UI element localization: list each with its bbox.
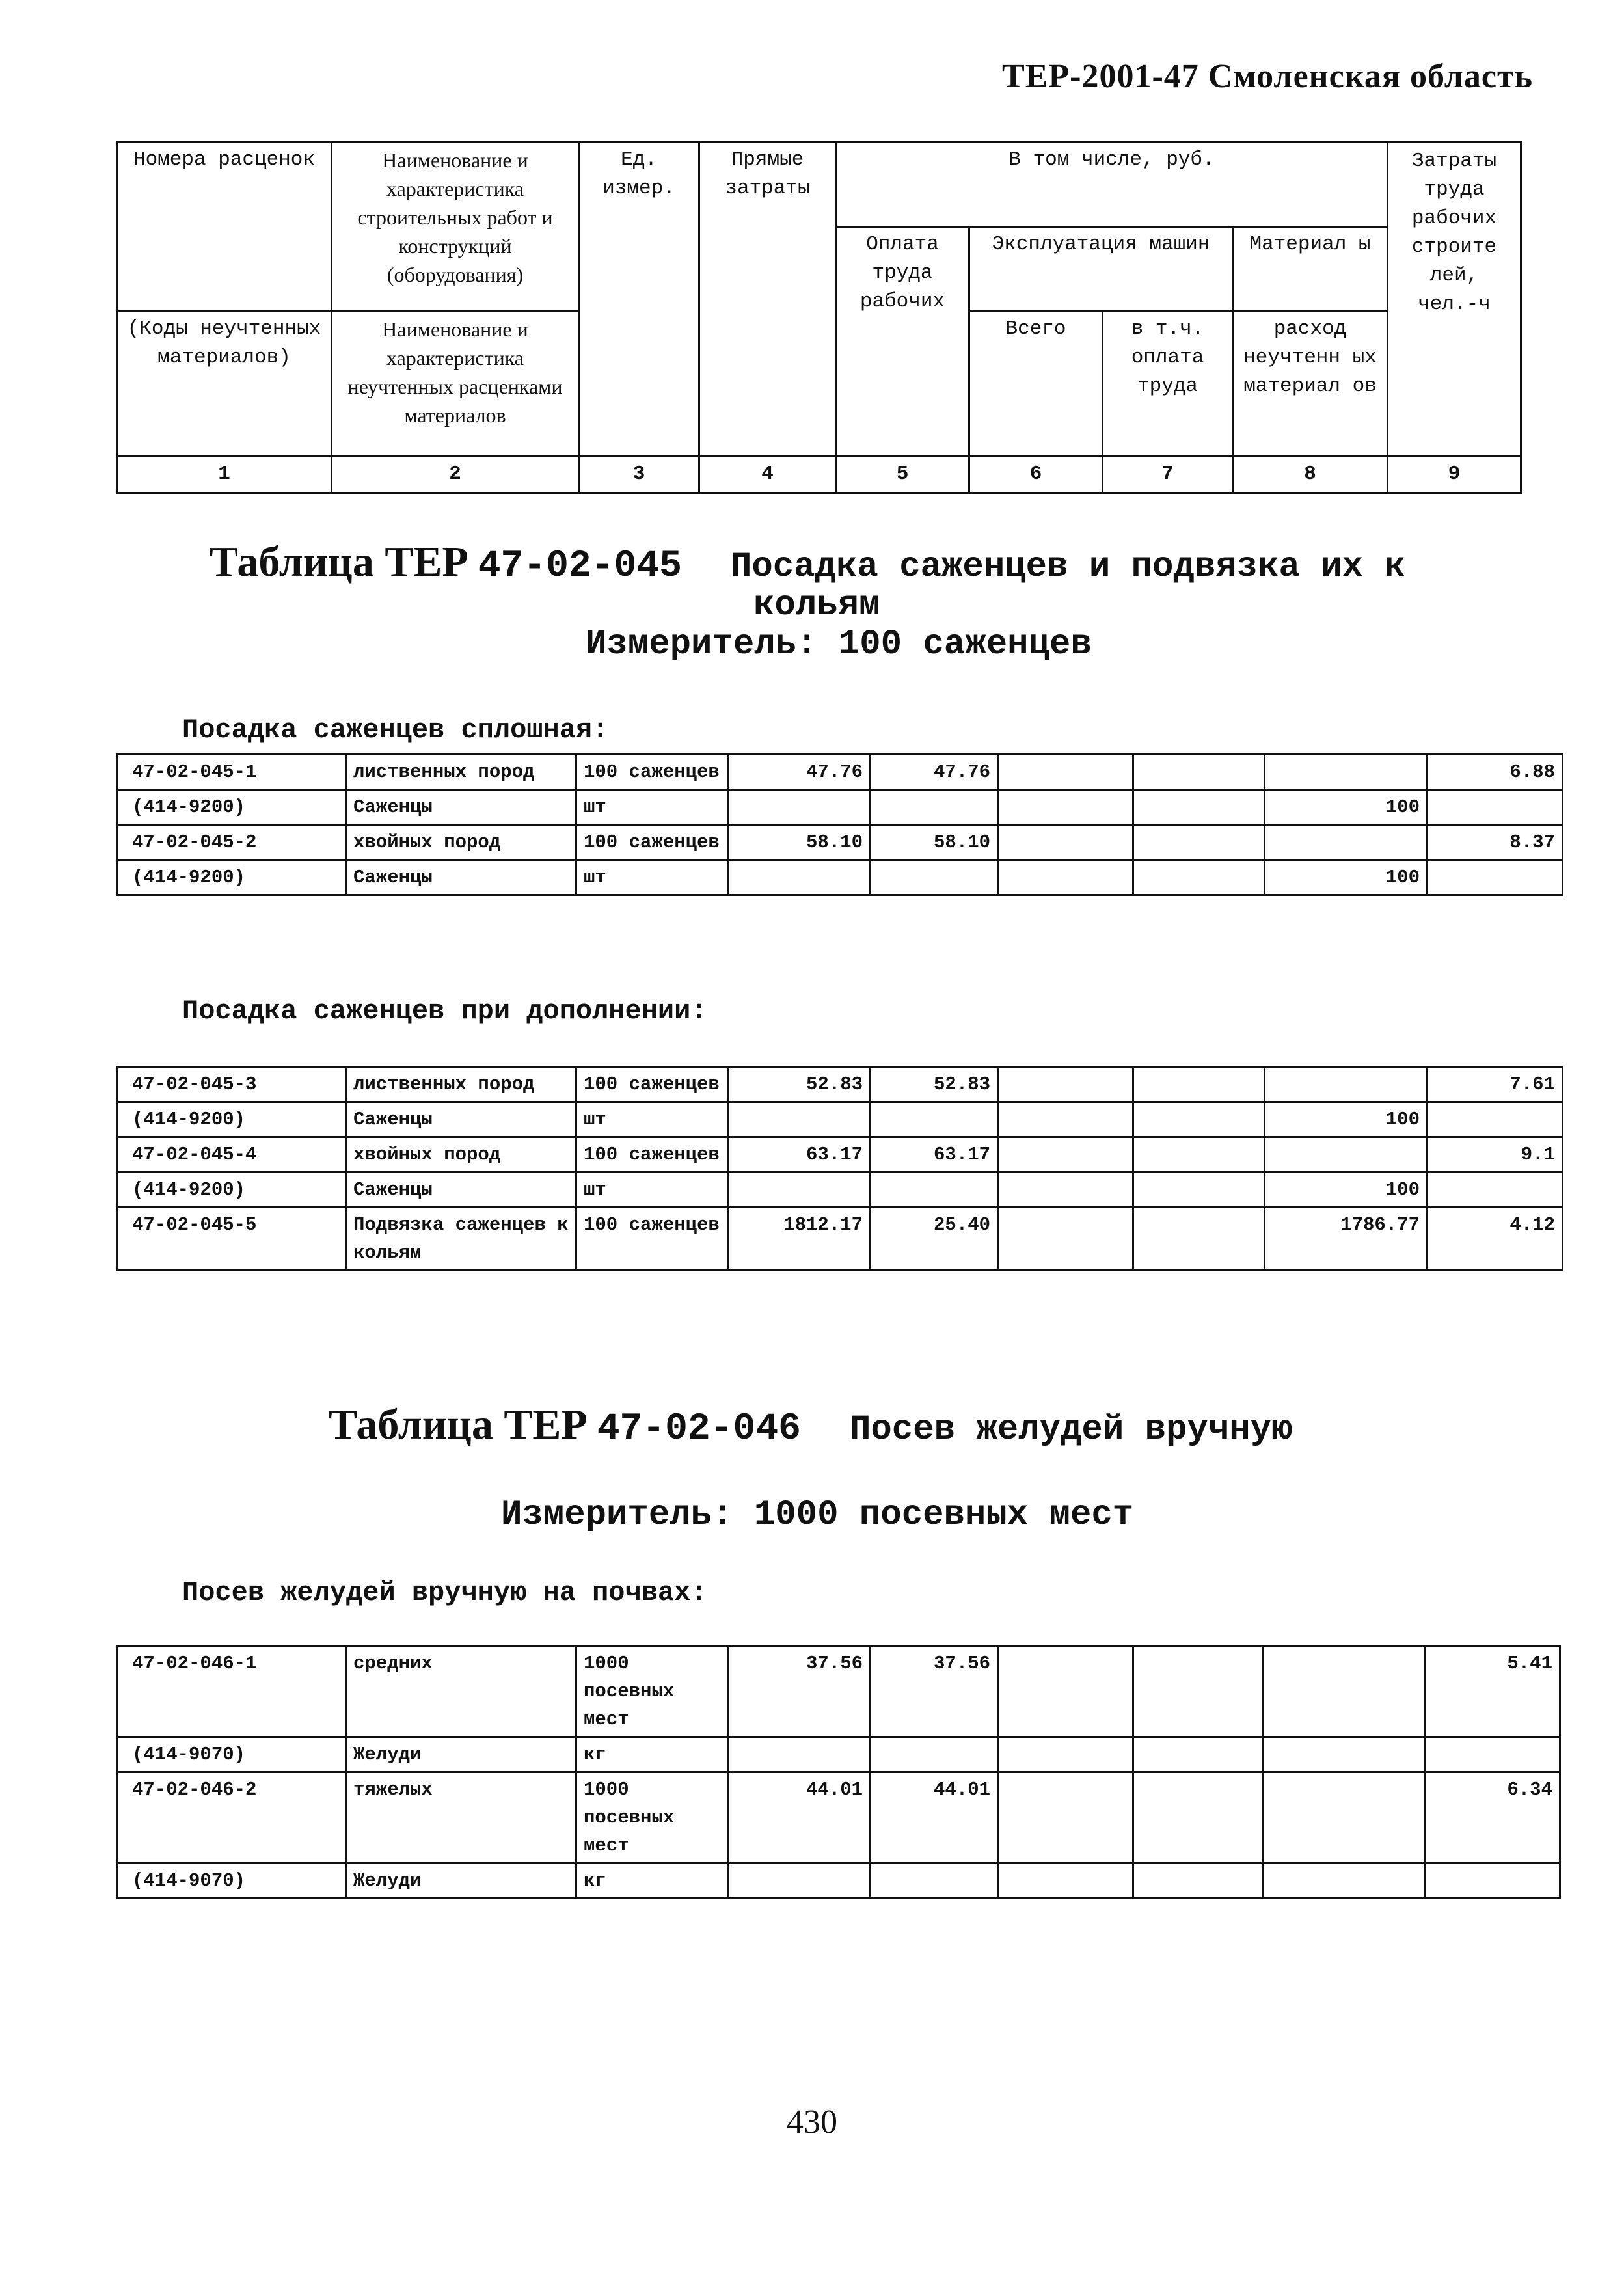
cell-wages: 37.56 — [871, 1646, 998, 1737]
table-046-block-1 — [116, 1645, 1561, 1899]
cell-machines-wages — [1133, 825, 1265, 860]
cell-materials: 100 — [1265, 860, 1428, 895]
cell-unit: 100 саженцев — [576, 1208, 729, 1271]
table-row — [117, 1208, 1563, 1271]
cell-machines-total — [998, 1102, 1133, 1137]
cell-direct-costs: 63.17 — [729, 1137, 871, 1172]
header-materials: Материал ы — [1233, 227, 1388, 312]
cell-work-name: лиственных пород — [346, 755, 576, 790]
col-number: 3 — [579, 456, 699, 493]
cell-unit: шт — [576, 1102, 729, 1137]
cell-rate-code: 47-02-045-2 — [117, 825, 346, 860]
cell-wages — [871, 860, 998, 895]
cell-direct-costs — [729, 1863, 871, 1899]
table-046-label: Таблица ТЕР — [329, 1401, 588, 1448]
cell-rate-code: 47-02-045-5 — [117, 1208, 346, 1271]
cell-materials — [1265, 1137, 1428, 1172]
table-045-name-cont: кольям — [753, 586, 880, 625]
cell-machines-total — [998, 1646, 1133, 1737]
col-number: 7 — [1103, 456, 1233, 493]
cell-wages — [871, 1737, 998, 1772]
header-rate-codes-cont — [117, 227, 332, 312]
table-046-name: Посев желудей вручную — [849, 1410, 1293, 1450]
cell-labor-costs — [1428, 790, 1563, 825]
cell-machines-wages — [1133, 1067, 1265, 1102]
cell-machines-wages — [1133, 1137, 1265, 1172]
cell-machines-total — [998, 790, 1133, 825]
table-row — [117, 860, 1563, 895]
cell-machines-wages — [1133, 1772, 1264, 1863]
cell-wages — [871, 1102, 998, 1137]
cell-materials — [1264, 1737, 1425, 1772]
cell-direct-costs: 44.01 — [729, 1772, 871, 1863]
cell-materials: 1786.77 — [1265, 1208, 1428, 1271]
cell-labor-costs — [1428, 1172, 1563, 1208]
cell-wages: 58.10 — [871, 825, 998, 860]
cell-rate-code: (414-9200) — [117, 1102, 346, 1137]
table-row — [117, 1067, 1563, 1102]
cell-machines-wages — [1133, 1172, 1265, 1208]
cell-wages: 47.76 — [871, 755, 998, 790]
table-045-title — [210, 537, 1405, 588]
col-number: 4 — [699, 456, 836, 493]
cell-work-name: Подвязка саженцев к кольям — [346, 1208, 576, 1271]
cell-machines-wages — [1133, 860, 1265, 895]
cell-machines-wages — [1133, 1737, 1264, 1772]
cell-work-name: хвойных пород — [346, 825, 576, 860]
cell-machines-total — [998, 1208, 1133, 1271]
cell-work-name: тяжелых — [346, 1772, 576, 1863]
table-row — [117, 1102, 1563, 1137]
cell-machines-wages — [1133, 1208, 1265, 1271]
header-labor-costs: Затраты труда рабочих строите лей, чел.-ч — [1388, 142, 1521, 456]
table-045-section-1: Посадка саженцев сплошная: — [182, 714, 609, 746]
cell-machines-wages — [1133, 1102, 1265, 1137]
col-number: 8 — [1233, 456, 1388, 493]
header-machines-wages: в т.ч. оплата труда — [1103, 312, 1233, 456]
cell-unit: 100 саженцев — [576, 1137, 729, 1172]
cell-work-name: Саженцы — [346, 790, 576, 825]
cell-rate-code: 47-02-046-2 — [117, 1772, 346, 1863]
table-row — [117, 1737, 1560, 1772]
cell-machines-total — [998, 1772, 1133, 1863]
cell-rate-code: 47-02-046-1 — [117, 1646, 346, 1737]
col-number: 6 — [969, 456, 1103, 493]
cell-wages — [871, 1172, 998, 1208]
cell-direct-costs: 52.83 — [729, 1067, 871, 1102]
running-head: ТЕР-2001-47 Смоленская область — [1002, 58, 1533, 95]
cell-unit: 100 саженцев — [576, 825, 729, 860]
cell-unit: 100 саженцев — [576, 1067, 729, 1102]
table-046-measure: Измеритель: 1000 посевных мест — [501, 1495, 1134, 1535]
cell-unit: шт — [576, 790, 729, 825]
table-045-name: Посадка саженцев и подвязка их к — [730, 547, 1405, 587]
cell-work-name: Саженцы — [346, 860, 576, 895]
cell-unit: 1000 посевных мест — [576, 1646, 729, 1737]
col-number: 9 — [1388, 456, 1521, 493]
cell-unit: 100 саженцев — [576, 755, 729, 790]
cell-machines-total — [998, 1863, 1133, 1899]
header-machines: Эксплуатация машин — [969, 227, 1233, 312]
cell-materials — [1265, 1067, 1428, 1102]
table-row — [117, 1772, 1560, 1863]
cell-labor-costs — [1428, 1102, 1563, 1137]
table-row — [117, 825, 1563, 860]
cell-work-name: Желуди — [346, 1737, 576, 1772]
cell-labor-costs: 9.1 — [1428, 1137, 1563, 1172]
cell-rate-code: (414-9200) — [117, 790, 346, 825]
table-046-section-1: Посев желудей вручную на почвах: — [182, 1577, 707, 1608]
cell-wages — [871, 790, 998, 825]
table-045-measure: Измеритель: 100 саженцев — [586, 625, 1092, 664]
cell-rate-code: (414-9200) — [117, 1172, 346, 1208]
cell-rate-code: 47-02-045-1 — [117, 755, 346, 790]
cell-direct-costs — [729, 1102, 871, 1137]
table-row — [117, 1863, 1560, 1899]
table-046-code: 47-02-046 — [597, 1408, 801, 1450]
cell-rate-code: (414-9070) — [117, 1863, 346, 1899]
cell-wages — [871, 1863, 998, 1899]
cell-labor-costs: 6.34 — [1425, 1772, 1560, 1863]
cell-wages: 25.40 — [871, 1208, 998, 1271]
header-material-codes: (Коды неучтенных материалов) — [117, 312, 332, 456]
cell-work-name: лиственных пород — [346, 1067, 576, 1102]
cell-labor-costs — [1428, 860, 1563, 895]
cell-materials: 100 — [1265, 1172, 1428, 1208]
cell-work-name: Саженцы — [346, 1172, 576, 1208]
cell-work-name: Желуди — [346, 1863, 576, 1899]
cell-direct-costs — [729, 1172, 871, 1208]
header-wages: Оплата труда рабочих — [836, 227, 969, 456]
table-row — [117, 1172, 1563, 1208]
cell-unit: 1000 посевных мест — [576, 1772, 729, 1863]
header-including: В том числе, руб. — [836, 142, 1388, 227]
col-number: 2 — [332, 456, 579, 493]
cell-work-name: средних — [346, 1646, 576, 1737]
cell-materials — [1264, 1772, 1425, 1863]
cell-machines-total — [998, 1172, 1133, 1208]
cell-materials — [1264, 1863, 1425, 1899]
cell-machines-total — [998, 1137, 1133, 1172]
cell-direct-costs: 1812.17 — [729, 1208, 871, 1271]
cell-direct-costs: 58.10 — [729, 825, 871, 860]
table-row — [117, 1646, 1560, 1737]
cell-labor-costs: 6.88 — [1428, 755, 1563, 790]
cell-unit: кг — [576, 1863, 729, 1899]
cell-direct-costs: 47.76 — [729, 755, 871, 790]
header-material-name: Наименование и характеристика неучтенных расценками материалов — [332, 312, 579, 456]
table-045-section-2: Посадка саженцев при дополнении: — [182, 996, 707, 1027]
cell-unit: шт — [576, 1172, 729, 1208]
header-work-name: Наименование и характеристика строительных работ и конструкций (оборудования) — [332, 142, 579, 312]
cell-machines-total — [998, 825, 1133, 860]
cell-machines-wages — [1133, 790, 1265, 825]
header-direct-costs: Прямые затраты — [699, 142, 836, 456]
cell-wages: 63.17 — [871, 1137, 998, 1172]
table-045-code: 47-02-045 — [478, 545, 682, 588]
cell-machines-total — [998, 1067, 1133, 1102]
cell-labor-costs — [1425, 1737, 1560, 1772]
cell-rate-code: 47-02-045-3 — [117, 1067, 346, 1102]
cell-direct-costs — [729, 790, 871, 825]
header-machines-total: Всего — [969, 312, 1103, 456]
cell-labor-costs: 5.41 — [1425, 1646, 1560, 1737]
cell-unit: кг — [576, 1737, 729, 1772]
cell-labor-costs — [1425, 1863, 1560, 1899]
cell-machines-total — [998, 755, 1133, 790]
cell-labor-costs: 7.61 — [1428, 1067, 1563, 1102]
cell-rate-code: 47-02-045-4 — [117, 1137, 346, 1172]
cell-materials — [1265, 825, 1428, 860]
header-unit: Ед. измер. — [579, 142, 699, 456]
cell-work-name: хвойных пород — [346, 1137, 576, 1172]
cell-machines-wages — [1133, 1863, 1264, 1899]
cell-materials: 100 — [1265, 1102, 1428, 1137]
table-row — [117, 755, 1563, 790]
page-number: 430 — [787, 2104, 837, 2141]
table-045-block-2 — [116, 1066, 1563, 1271]
cell-unit: шт — [576, 860, 729, 895]
cell-materials — [1264, 1646, 1425, 1737]
cell-wages: 52.83 — [871, 1067, 998, 1102]
cell-materials — [1265, 755, 1428, 790]
cell-labor-costs: 4.12 — [1428, 1208, 1563, 1271]
cell-machines-total — [998, 1737, 1133, 1772]
cell-work-name: Саженцы — [346, 1102, 576, 1137]
cell-direct-costs — [729, 860, 871, 895]
cell-rate-code: (414-9070) — [117, 1737, 346, 1772]
cell-direct-costs: 37.56 — [729, 1646, 871, 1737]
col-number: 5 — [836, 456, 969, 493]
cell-direct-costs — [729, 1737, 871, 1772]
table-046-title — [329, 1400, 1292, 1450]
header-rate-codes: Номера расценок — [117, 142, 332, 227]
header-material-consumption: расход неучтенн ых материал ов — [1233, 312, 1388, 456]
table-row — [117, 1137, 1563, 1172]
cell-materials: 100 — [1265, 790, 1428, 825]
cell-machines-wages — [1133, 1646, 1264, 1737]
cell-wages: 44.01 — [871, 1772, 998, 1863]
cell-machines-total — [998, 860, 1133, 895]
cell-rate-code: (414-9200) — [117, 860, 346, 895]
table-045-label: Таблица ТЕР — [210, 538, 468, 586]
cell-labor-costs: 8.37 — [1428, 825, 1563, 860]
table-row — [117, 790, 1563, 825]
col-number: 1 — [117, 456, 332, 493]
table-045-block-1 — [116, 753, 1563, 896]
cell-machines-wages — [1133, 755, 1265, 790]
column-header-table — [116, 141, 1522, 494]
